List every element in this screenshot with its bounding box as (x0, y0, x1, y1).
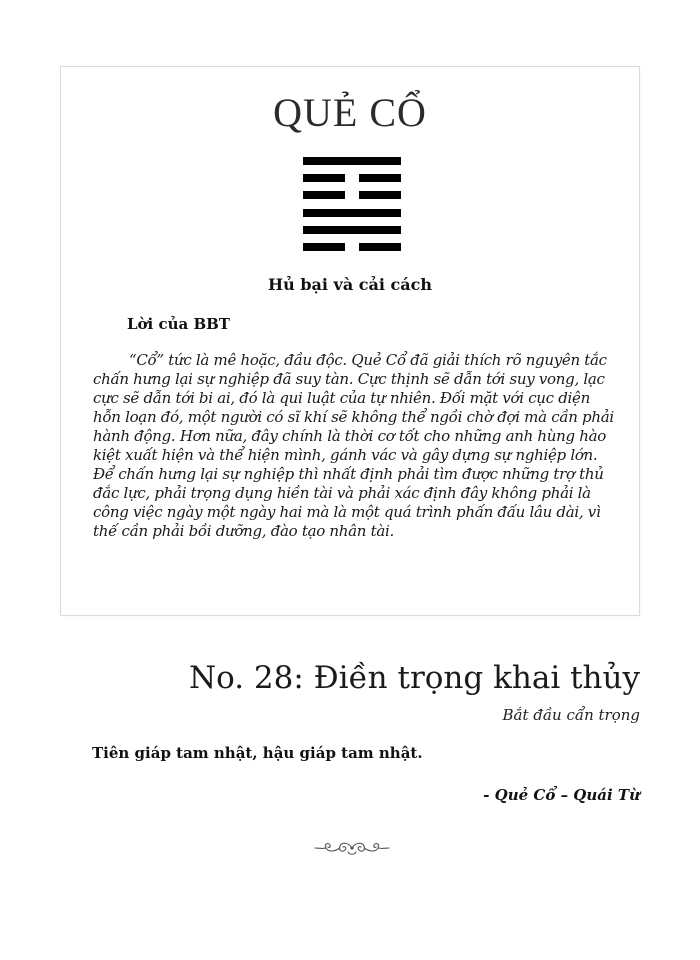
editor-note-heading: Lời của BBT (127, 315, 230, 333)
hexagram-icon (303, 157, 401, 251)
hexagram-line-segment (303, 157, 401, 165)
hexagram-line-segment (303, 243, 345, 251)
hexagram-line-segment (359, 191, 401, 199)
hexagram-line-segment (303, 191, 345, 199)
hexagram-subtitle: Hủ bại và cải cách (268, 275, 432, 294)
hexagram-line-segment (303, 209, 401, 217)
hexagram-line-solid (303, 226, 401, 234)
hexagram-line-segment (359, 174, 401, 182)
hexagram-line-segment (303, 174, 345, 182)
quote-attribution: - Quẻ Cổ – Quái Từ (483, 786, 640, 804)
hexagram-card (60, 66, 640, 616)
hexagram-line-broken (303, 243, 401, 251)
hexagram-line-segment (303, 226, 401, 234)
hexagram-line-segment (359, 243, 401, 251)
chapter-subtitle: Bắt đầu cẩn trọng (502, 706, 640, 724)
hexagram-line-broken (303, 174, 401, 182)
chapter-title: No. 28: Điền trọng khai thủy (188, 660, 640, 696)
hexagram-title: QUẺ CỔ (273, 90, 427, 135)
flourish-ornament-icon (312, 836, 392, 860)
hexagram-line-solid (303, 209, 401, 217)
quote-text: Tiên giáp tam nhật, hậu giáp tam nhật. (92, 744, 423, 762)
editor-note-body: “Cổ” tức là mê hoặc, đầu độc. Quẻ Cổ đã giải thích rõ nguyên tắc chấn hưng lại sự nghiệp đã suy tàn. Cực thịnh sẽ dẫn tới suy vong, lạc cực sẽ dẫn tới bi ai, đó là qui luật của tự nhiên. Đối mặt với cục diện hỗn loạn đó, một người có sĩ khí sẽ không thể ngồi chờ đợi mà cần phải hành động. Hơn nữa, đây chính là thời cơ tốt cho những anh hùng hào kiệt xuất hiện và thể hiện mình, gánh vác và gây dựng sự nghiệp lớn. Để chấn hưng lại sự nghiệp thì nhất định phải tìm được những trợ thủ đắc lực, phải trọng dụng hiền tài và phải xác định đây không phải là công việc ngày một ngày hai mà là một quá trình phấn đấu lâu dài, vì thế cần phải bồi dưỡng, đào tạo nhân tài. (93, 351, 614, 540)
hexagram-line-broken (303, 191, 401, 199)
hexagram-line-solid (303, 157, 401, 165)
